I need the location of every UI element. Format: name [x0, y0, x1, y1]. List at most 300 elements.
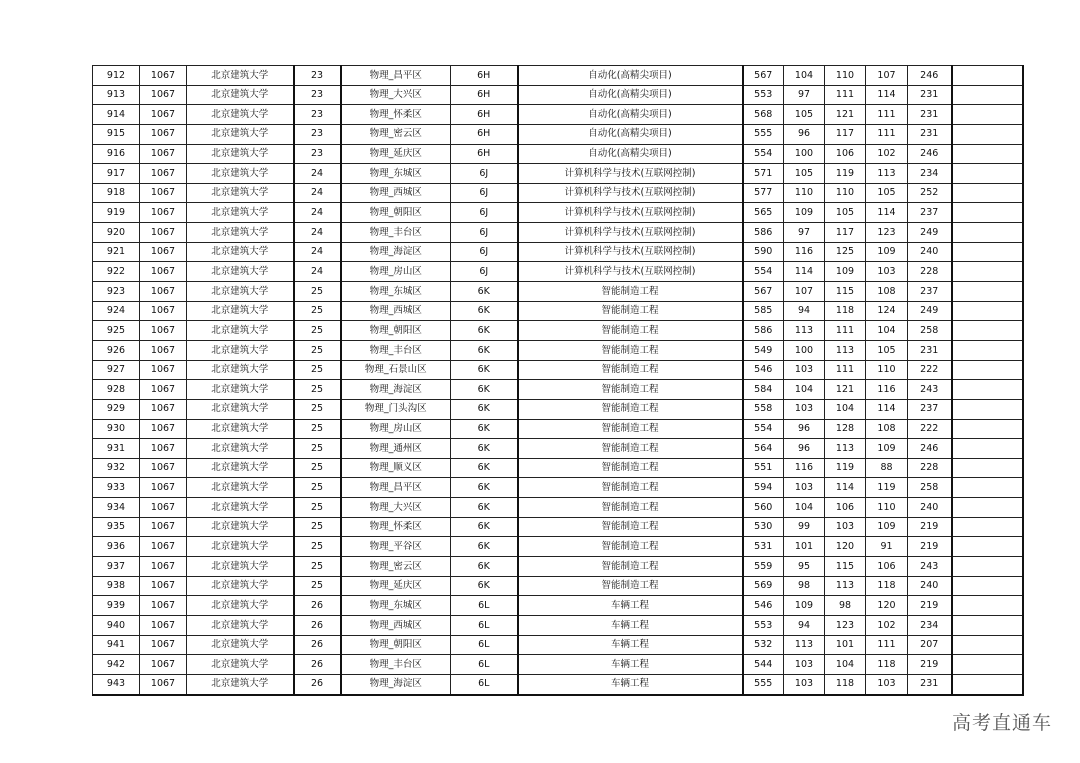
empty-cell	[952, 183, 1023, 203]
foreign-language-score-cell: 102	[866, 615, 908, 635]
total-score-cell: 585	[743, 301, 784, 321]
major-code-cell: 6H	[451, 66, 518, 86]
major-name-cell: 智能制造工程	[518, 360, 743, 380]
subject-district-cell: 物理_西城区	[341, 615, 451, 635]
group-cell: 25	[294, 360, 341, 380]
table-row	[93, 635, 1023, 655]
seq-cell: 934	[93, 498, 140, 518]
major-code-cell: 6L	[451, 655, 518, 675]
major-code-cell: 6J	[451, 223, 518, 243]
school-code-cell: 1067	[140, 203, 187, 223]
major-name-cell: 自动化(高精尖项目)	[518, 105, 743, 125]
empty-cell	[952, 439, 1023, 459]
math-score-cell: 111	[825, 321, 866, 341]
school-code-cell: 1067	[140, 576, 187, 596]
foreign-language-score-cell: 123	[866, 223, 908, 243]
chinese-score-cell: 101	[784, 537, 825, 557]
school-code-cell: 1067	[140, 498, 187, 518]
seq-cell: 912	[93, 66, 140, 86]
total-score-cell: 531	[743, 537, 784, 557]
major-code-cell: 6K	[451, 517, 518, 537]
math-score-cell: 110	[825, 66, 866, 86]
school-name-cell: 北京建筑大学	[187, 380, 294, 400]
seq-cell: 920	[93, 223, 140, 243]
total-score-cell: 554	[743, 419, 784, 439]
school-name-cell: 北京建筑大学	[187, 655, 294, 675]
chinese-score-cell: 97	[784, 85, 825, 105]
group-cell: 25	[294, 498, 341, 518]
school-code-cell: 1067	[140, 615, 187, 635]
seq-cell: 930	[93, 419, 140, 439]
total-score-cell: 546	[743, 360, 784, 380]
empty-cell	[952, 203, 1023, 223]
group-cell: 25	[294, 282, 341, 302]
major-code-cell: 6L	[451, 596, 518, 616]
empty-cell	[952, 635, 1023, 655]
seq-cell: 936	[93, 537, 140, 557]
subject-district-cell: 物理_昌平区	[341, 66, 451, 86]
major-code-cell: 6K	[451, 360, 518, 380]
total-score-cell: 584	[743, 380, 784, 400]
total-score-cell: 590	[743, 242, 784, 262]
total-score-cell: 554	[743, 144, 784, 164]
major-code-cell: 6K	[451, 340, 518, 360]
table-row	[93, 144, 1023, 164]
major-name-cell: 智能制造工程	[518, 380, 743, 400]
group-cell: 24	[294, 203, 341, 223]
other-score-cell: 258	[908, 321, 952, 341]
school-name-cell: 北京建筑大学	[187, 615, 294, 635]
major-name-cell: 智能制造工程	[518, 282, 743, 302]
group-cell: 25	[294, 478, 341, 498]
school-name-cell: 北京建筑大学	[187, 537, 294, 557]
empty-cell	[952, 517, 1023, 537]
other-score-cell: 249	[908, 301, 952, 321]
chinese-score-cell: 105	[784, 105, 825, 125]
school-name-cell: 北京建筑大学	[187, 164, 294, 184]
other-score-cell: 246	[908, 144, 952, 164]
major-name-cell: 计算机科学与技术(互联网控制)	[518, 164, 743, 184]
chinese-score-cell: 103	[784, 360, 825, 380]
chinese-score-cell: 97	[784, 223, 825, 243]
school-code-cell: 1067	[140, 340, 187, 360]
chinese-score-cell: 100	[784, 144, 825, 164]
school-code-cell: 1067	[140, 635, 187, 655]
seq-cell: 921	[93, 242, 140, 262]
total-score-cell: 530	[743, 517, 784, 537]
major-name-cell: 智能制造工程	[518, 576, 743, 596]
group-cell: 25	[294, 576, 341, 596]
subject-district-cell: 物理_顺义区	[341, 458, 451, 478]
group-cell: 26	[294, 655, 341, 675]
group-cell: 23	[294, 124, 341, 144]
subject-district-cell: 物理_通州区	[341, 439, 451, 459]
foreign-language-score-cell: 105	[866, 183, 908, 203]
school-code-cell: 1067	[140, 674, 187, 694]
seq-cell: 940	[93, 615, 140, 635]
chinese-score-cell: 94	[784, 615, 825, 635]
total-score-cell: 586	[743, 223, 784, 243]
group-cell: 23	[294, 66, 341, 86]
total-score-cell: 560	[743, 498, 784, 518]
subject-district-cell: 物理_东城区	[341, 164, 451, 184]
foreign-language-score-cell: 105	[866, 340, 908, 360]
math-score-cell: 105	[825, 203, 866, 223]
seq-cell: 932	[93, 458, 140, 478]
school-name-cell: 北京建筑大学	[187, 517, 294, 537]
total-score-cell: 564	[743, 439, 784, 459]
empty-cell	[952, 458, 1023, 478]
school-code-cell: 1067	[140, 458, 187, 478]
math-score-cell: 118	[825, 674, 866, 694]
math-score-cell: 121	[825, 105, 866, 125]
math-score-cell: 128	[825, 419, 866, 439]
subject-district-cell: 物理_平谷区	[341, 537, 451, 557]
school-code-cell: 1067	[140, 419, 187, 439]
major-name-cell: 计算机科学与技术(互联网控制)	[518, 203, 743, 223]
seq-cell: 935	[93, 517, 140, 537]
math-score-cell: 125	[825, 242, 866, 262]
major-name-cell: 智能制造工程	[518, 321, 743, 341]
major-name-cell: 计算机科学与技术(互联网控制)	[518, 223, 743, 243]
school-name-cell: 北京建筑大学	[187, 419, 294, 439]
other-score-cell: 246	[908, 439, 952, 459]
subject-district-cell: 物理_朝阳区	[341, 321, 451, 341]
total-score-cell: 546	[743, 596, 784, 616]
empty-cell	[952, 655, 1023, 675]
other-score-cell: 240	[908, 242, 952, 262]
empty-cell	[952, 576, 1023, 596]
school-name-cell: 北京建筑大学	[187, 105, 294, 125]
subject-district-cell: 物理_大兴区	[341, 498, 451, 518]
foreign-language-score-cell: 102	[866, 144, 908, 164]
major-name-cell: 车辆工程	[518, 615, 743, 635]
table-row	[93, 537, 1023, 557]
table-row	[93, 419, 1023, 439]
group-cell: 26	[294, 635, 341, 655]
foreign-language-score-cell: 108	[866, 282, 908, 302]
chinese-score-cell: 94	[784, 301, 825, 321]
school-code-cell: 1067	[140, 66, 187, 86]
subject-district-cell: 物理_丰台区	[341, 223, 451, 243]
empty-cell	[952, 557, 1023, 577]
major-name-cell: 计算机科学与技术(互联网控制)	[518, 262, 743, 282]
school-name-cell: 北京建筑大学	[187, 360, 294, 380]
school-name-cell: 北京建筑大学	[187, 144, 294, 164]
table-row	[93, 66, 1023, 86]
school-code-cell: 1067	[140, 360, 187, 380]
subject-district-cell: 物理_延庆区	[341, 144, 451, 164]
math-score-cell: 114	[825, 478, 866, 498]
total-score-cell: 594	[743, 478, 784, 498]
empty-cell	[952, 301, 1023, 321]
group-cell: 25	[294, 458, 341, 478]
seq-cell: 917	[93, 164, 140, 184]
empty-cell	[952, 360, 1023, 380]
other-score-cell: 258	[908, 478, 952, 498]
table-row	[93, 458, 1023, 478]
school-name-cell: 北京建筑大学	[187, 124, 294, 144]
chinese-score-cell: 98	[784, 576, 825, 596]
math-score-cell: 113	[825, 576, 866, 596]
chinese-score-cell: 109	[784, 596, 825, 616]
major-name-cell: 车辆工程	[518, 674, 743, 694]
major-code-cell: 6L	[451, 615, 518, 635]
total-score-cell: 571	[743, 164, 784, 184]
foreign-language-score-cell: 111	[866, 124, 908, 144]
other-score-cell: 219	[908, 537, 952, 557]
seq-cell: 929	[93, 399, 140, 419]
school-name-cell: 北京建筑大学	[187, 242, 294, 262]
group-cell: 25	[294, 517, 341, 537]
chinese-score-cell: 110	[784, 183, 825, 203]
math-score-cell: 115	[825, 557, 866, 577]
major-name-cell: 计算机科学与技术(互联网控制)	[518, 242, 743, 262]
chinese-score-cell: 103	[784, 655, 825, 675]
school-code-cell: 1067	[140, 242, 187, 262]
foreign-language-score-cell: 108	[866, 419, 908, 439]
group-cell: 24	[294, 183, 341, 203]
school-code-cell: 1067	[140, 164, 187, 184]
foreign-language-score-cell: 116	[866, 380, 908, 400]
chinese-score-cell: 113	[784, 635, 825, 655]
chinese-score-cell: 96	[784, 124, 825, 144]
major-code-cell: 6J	[451, 183, 518, 203]
chinese-score-cell: 103	[784, 399, 825, 419]
other-score-cell: 228	[908, 262, 952, 282]
math-score-cell: 106	[825, 144, 866, 164]
major-code-cell: 6K	[451, 380, 518, 400]
major-name-cell: 自动化(高精尖项目)	[518, 66, 743, 86]
chinese-score-cell: 109	[784, 203, 825, 223]
foreign-language-score-cell: 109	[866, 242, 908, 262]
table-row	[93, 321, 1023, 341]
major-code-cell: 6K	[451, 537, 518, 557]
chinese-score-cell: 96	[784, 439, 825, 459]
chinese-score-cell: 96	[784, 419, 825, 439]
table-row	[93, 203, 1023, 223]
group-cell: 24	[294, 242, 341, 262]
table-row	[93, 124, 1023, 144]
seq-cell: 941	[93, 635, 140, 655]
table-row	[93, 596, 1023, 616]
subject-district-cell: 物理_朝阳区	[341, 635, 451, 655]
major-code-cell: 6H	[451, 144, 518, 164]
other-score-cell: 231	[908, 340, 952, 360]
major-code-cell: 6K	[451, 498, 518, 518]
total-score-cell: 551	[743, 458, 784, 478]
empty-cell	[952, 478, 1023, 498]
empty-cell	[952, 380, 1023, 400]
major-name-cell: 车辆工程	[518, 635, 743, 655]
school-name-cell: 北京建筑大学	[187, 576, 294, 596]
seq-cell: 931	[93, 439, 140, 459]
major-name-cell: 自动化(高精尖项目)	[518, 85, 743, 105]
foreign-language-score-cell: 111	[866, 635, 908, 655]
subject-district-cell: 物理_怀柔区	[341, 105, 451, 125]
subject-district-cell: 物理_大兴区	[341, 85, 451, 105]
group-cell: 23	[294, 105, 341, 125]
school-name-cell: 北京建筑大学	[187, 439, 294, 459]
other-score-cell: 222	[908, 360, 952, 380]
math-score-cell: 101	[825, 635, 866, 655]
subject-district-cell: 物理_门头沟区	[341, 399, 451, 419]
foreign-language-score-cell: 124	[866, 301, 908, 321]
empty-cell	[952, 223, 1023, 243]
major-code-cell: 6J	[451, 164, 518, 184]
school-code-cell: 1067	[140, 399, 187, 419]
other-score-cell: 240	[908, 498, 952, 518]
total-score-cell: 558	[743, 399, 784, 419]
major-name-cell: 智能制造工程	[518, 537, 743, 557]
subject-district-cell: 物理_东城区	[341, 596, 451, 616]
major-code-cell: 6K	[451, 282, 518, 302]
school-code-cell: 1067	[140, 105, 187, 125]
group-cell: 26	[294, 615, 341, 635]
major-code-cell: 6L	[451, 674, 518, 694]
other-score-cell: 237	[908, 282, 952, 302]
foreign-language-score-cell: 88	[866, 458, 908, 478]
empty-cell	[952, 164, 1023, 184]
school-name-cell: 北京建筑大学	[187, 596, 294, 616]
chinese-score-cell: 95	[784, 557, 825, 577]
school-code-cell: 1067	[140, 537, 187, 557]
subject-district-cell: 物理_延庆区	[341, 576, 451, 596]
other-score-cell: 207	[908, 635, 952, 655]
major-code-cell: 6K	[451, 576, 518, 596]
other-score-cell: 219	[908, 517, 952, 537]
empty-cell	[952, 615, 1023, 635]
foreign-language-score-cell: 110	[866, 360, 908, 380]
total-score-cell: 544	[743, 655, 784, 675]
major-name-cell: 智能制造工程	[518, 301, 743, 321]
math-score-cell: 119	[825, 458, 866, 478]
empty-cell	[952, 66, 1023, 86]
empty-cell	[952, 144, 1023, 164]
empty-cell	[952, 340, 1023, 360]
chinese-score-cell: 104	[784, 498, 825, 518]
math-score-cell: 111	[825, 85, 866, 105]
table-row	[93, 655, 1023, 675]
other-score-cell: 246	[908, 66, 952, 86]
group-cell: 25	[294, 537, 341, 557]
chinese-score-cell: 113	[784, 321, 825, 341]
table-row	[93, 85, 1023, 105]
chinese-score-cell: 116	[784, 242, 825, 262]
foreign-language-score-cell: 103	[866, 674, 908, 694]
seq-cell: 943	[93, 674, 140, 694]
admission-score-table	[92, 65, 1024, 696]
seq-cell: 914	[93, 105, 140, 125]
foreign-language-score-cell: 103	[866, 262, 908, 282]
seq-cell: 913	[93, 85, 140, 105]
foreign-language-score-cell: 104	[866, 321, 908, 341]
subject-district-cell: 物理_密云区	[341, 557, 451, 577]
major-name-cell: 车辆工程	[518, 655, 743, 675]
total-score-cell: 549	[743, 340, 784, 360]
foreign-language-score-cell: 119	[866, 478, 908, 498]
math-score-cell: 98	[825, 596, 866, 616]
school-name-cell: 北京建筑大学	[187, 183, 294, 203]
seq-cell: 937	[93, 557, 140, 577]
school-name-cell: 北京建筑大学	[187, 282, 294, 302]
major-code-cell: 6J	[451, 242, 518, 262]
total-score-cell: 554	[743, 262, 784, 282]
foreign-language-score-cell: 109	[866, 517, 908, 537]
table-row	[93, 164, 1023, 184]
foreign-language-score-cell: 114	[866, 399, 908, 419]
other-score-cell: 243	[908, 557, 952, 577]
major-name-cell: 自动化(高精尖项目)	[518, 124, 743, 144]
foreign-language-score-cell: 111	[866, 105, 908, 125]
other-score-cell: 219	[908, 655, 952, 675]
table-row	[93, 478, 1023, 498]
school-code-cell: 1067	[140, 517, 187, 537]
table-row	[93, 105, 1023, 125]
school-code-cell: 1067	[140, 85, 187, 105]
group-cell: 26	[294, 674, 341, 694]
subject-district-cell: 物理_西城区	[341, 301, 451, 321]
school-code-cell: 1067	[140, 439, 187, 459]
school-name-cell: 北京建筑大学	[187, 557, 294, 577]
subject-district-cell: 物理_石景山区	[341, 360, 451, 380]
major-name-cell: 智能制造工程	[518, 340, 743, 360]
empty-cell	[952, 674, 1023, 694]
other-score-cell: 231	[908, 674, 952, 694]
empty-cell	[952, 321, 1023, 341]
other-score-cell: 219	[908, 596, 952, 616]
group-cell: 25	[294, 301, 341, 321]
chinese-score-cell: 107	[784, 282, 825, 302]
math-score-cell: 123	[825, 615, 866, 635]
seq-cell: 923	[93, 282, 140, 302]
math-score-cell: 117	[825, 223, 866, 243]
empty-cell	[952, 85, 1023, 105]
subject-district-cell: 物理_昌平区	[341, 478, 451, 498]
empty-cell	[952, 419, 1023, 439]
empty-cell	[952, 262, 1023, 282]
math-score-cell: 117	[825, 124, 866, 144]
school-name-cell: 北京建筑大学	[187, 674, 294, 694]
chinese-score-cell: 116	[784, 458, 825, 478]
foreign-language-score-cell: 114	[866, 203, 908, 223]
math-score-cell: 111	[825, 360, 866, 380]
group-cell: 25	[294, 321, 341, 341]
major-code-cell: 6K	[451, 301, 518, 321]
school-code-cell: 1067	[140, 478, 187, 498]
math-score-cell: 109	[825, 262, 866, 282]
seq-cell: 925	[93, 321, 140, 341]
foreign-language-score-cell: 106	[866, 557, 908, 577]
empty-cell	[952, 105, 1023, 125]
chinese-score-cell: 100	[784, 340, 825, 360]
seq-cell: 938	[93, 576, 140, 596]
major-name-cell: 智能制造工程	[518, 399, 743, 419]
other-score-cell: 237	[908, 203, 952, 223]
seq-cell: 922	[93, 262, 140, 282]
group-cell: 25	[294, 340, 341, 360]
total-score-cell: 553	[743, 615, 784, 635]
table-row	[93, 498, 1023, 518]
table-row	[93, 576, 1023, 596]
table-row	[93, 223, 1023, 243]
seq-cell: 939	[93, 596, 140, 616]
math-score-cell: 120	[825, 537, 866, 557]
empty-cell	[952, 537, 1023, 557]
watermark-text: 高考直通车	[951, 712, 1052, 734]
table-row	[93, 674, 1023, 694]
chinese-score-cell: 114	[784, 262, 825, 282]
